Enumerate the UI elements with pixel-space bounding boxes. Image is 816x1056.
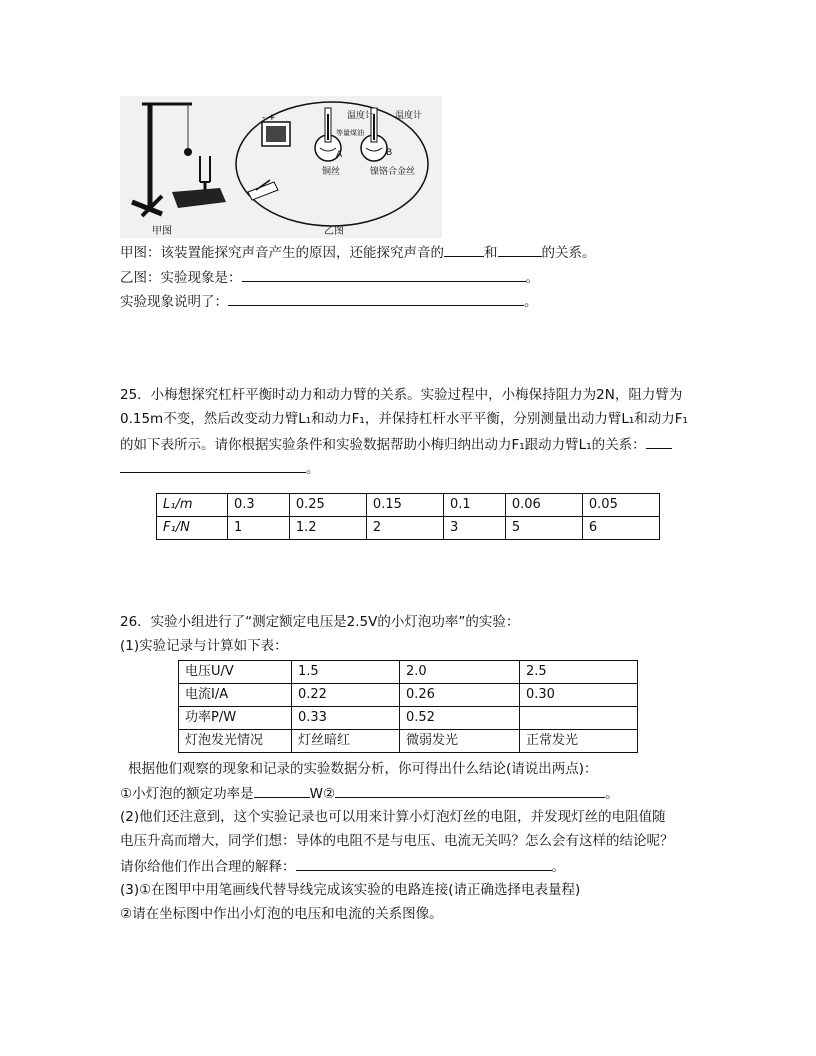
q26-p2-end: 。	[551, 859, 565, 875]
table-row	[179, 707, 638, 730]
q26-c1-prefix: ①小灯泡的额定功率是	[120, 786, 254, 802]
q24-jia-prefix: 甲图：该装置能探究声音产生的原因，还能探究声音的	[120, 245, 444, 261]
table-header-cell: 电流I/A	[179, 684, 292, 707]
q26-p2-line-2: 电压升高而增大，同学们想：导体的电阻不是与电压、电流无关吗？怎么会有这样的结论呢？	[120, 833, 674, 849]
answer-blank[interactable]	[296, 856, 552, 871]
table-cell: 5	[505, 517, 582, 540]
table-header-cell: F₁/N	[157, 517, 228, 540]
q26-p2-line-1: (2)他们还注意到，这个实验记录也可以用来计算小灯泡灯丝的电阻，并发现灯丝的电阻值随	[120, 809, 666, 825]
thermometer-label-b: 温度计	[395, 111, 423, 121]
q26-conclusion-line	[120, 783, 619, 803]
table-cell: 0.05	[582, 494, 659, 517]
table-cell: 0.30	[520, 684, 638, 707]
table-cell: 0.26	[400, 684, 520, 707]
q25-line-3-text: 的如下表所示。请你根据实验条件和实验数据帮助小梅归纳出动力F₁跟动力臂L₁的关系：	[120, 437, 646, 453]
table-cell: 2.0	[400, 661, 520, 684]
table-cell: 0.1	[443, 494, 505, 517]
table-row	[157, 517, 660, 540]
answer-blank[interactable]	[335, 783, 605, 798]
q25-line-4	[120, 458, 320, 478]
q25-line-1: 25．小梅想探究杠杆平衡时动力和动力臂的关系。实验过程中，小梅保持阻力为2N，阻力臂为	[120, 387, 683, 403]
q26-sub1: (1)实验记录与计算如下表：	[120, 638, 288, 654]
table-cell: 灯丝暗红	[292, 730, 400, 753]
table-row	[157, 494, 660, 517]
table-header-cell: L₁/m	[157, 494, 228, 517]
q26-c1-mid: W②	[309, 786, 336, 802]
q25-line-3	[120, 434, 672, 454]
table-cell: 1.5	[292, 661, 400, 684]
q26-analysis: 根据他们观察的现象和记录的实验数据分析，你可得出什么结论(请说出两点)：	[128, 761, 598, 777]
table-cell: 0.52	[400, 707, 520, 730]
q24-jia-suffix: 的关系。	[541, 245, 596, 261]
table-cell: 正常发光	[520, 730, 638, 753]
nichrome-wire-label: 镍铬合金丝	[370, 167, 416, 177]
table-row	[179, 730, 638, 753]
table-cell: 3	[443, 517, 505, 540]
q25-line-2: 0.15m不变，然后改变动力臂L₁和动力F₁，并保持杠杆水平平衡，分别测量出动力臂L₁和动力F₁	[120, 411, 688, 427]
yi-caption: 乙图	[324, 226, 344, 237]
flask-b-label: B	[386, 148, 393, 158]
lever-data-table	[156, 493, 660, 540]
table-cell: 1	[228, 517, 290, 540]
oil-label: 等量煤油	[336, 129, 364, 137]
q24-end: 。	[525, 270, 539, 286]
answer-blank[interactable]	[444, 242, 484, 257]
answer-blank[interactable]	[120, 458, 306, 473]
q25-end: 。	[306, 461, 320, 477]
q26-p3-line-1: (3)①在图甲中用笔画线代替导线完成该实验的电路连接(请正确选择电表量程)	[120, 882, 581, 898]
table-row	[179, 661, 638, 684]
q26-c1-end: 。	[605, 786, 619, 802]
q26-p2-prefix: 请你给他们作出合理的解释：	[120, 859, 296, 875]
q24-end: 。	[524, 294, 538, 310]
table-header-cell: 功率P/W	[179, 707, 292, 730]
thermometer-label-a: 温度计	[347, 111, 375, 121]
answer-blank[interactable]	[254, 783, 310, 798]
answer-blank[interactable]	[646, 434, 672, 449]
table-cell: 0.33	[292, 707, 400, 730]
table-cell[interactable]	[520, 707, 638, 730]
answer-blank[interactable]	[242, 267, 526, 282]
jia-caption: 甲图	[152, 226, 172, 237]
table-cell: 1.2	[289, 517, 366, 540]
answer-blank[interactable]	[498, 242, 542, 257]
table-cell: 0.25	[289, 494, 366, 517]
table-row	[179, 684, 638, 707]
svg-text:- +: - +	[262, 113, 276, 123]
answer-blank[interactable]	[228, 291, 524, 306]
q24-jia-line	[120, 242, 596, 262]
q24-explain-line	[120, 291, 538, 311]
table-cell: 0.06	[505, 494, 582, 517]
q24-yi-prefix: 乙图：实验现象是：	[120, 270, 242, 286]
table-cell: 微弱发光	[400, 730, 520, 753]
table-header-cell: 电压U/V	[179, 661, 292, 684]
q24-explain-prefix: 实验现象说明了：	[120, 294, 228, 310]
table-cell: 0.22	[292, 684, 400, 707]
table-cell: 2	[366, 517, 443, 540]
q24-yi-line	[120, 267, 539, 287]
experiment-figure	[120, 96, 442, 238]
table-cell: 0.3	[228, 494, 290, 517]
table-cell: 2.5	[520, 661, 638, 684]
q26-p2-line-3	[120, 856, 565, 876]
table-header-cell: 灯泡发光情况	[179, 730, 292, 753]
flask-a-label: A	[336, 150, 343, 160]
table-cell: 0.15	[366, 494, 443, 517]
q26-title: 26．实验小组进行了“测定额定电压是2.5V的小灯泡功率”的实验：	[120, 614, 520, 630]
copper-wire-label: 铜丝	[322, 167, 341, 177]
q24-jia-and: 和	[484, 245, 498, 261]
lamp-power-table	[178, 660, 638, 753]
table-cell: 6	[582, 517, 659, 540]
q26-p3-line-2: ②请在坐标图中作出小灯泡的电压和电流的关系图像。	[120, 906, 443, 922]
